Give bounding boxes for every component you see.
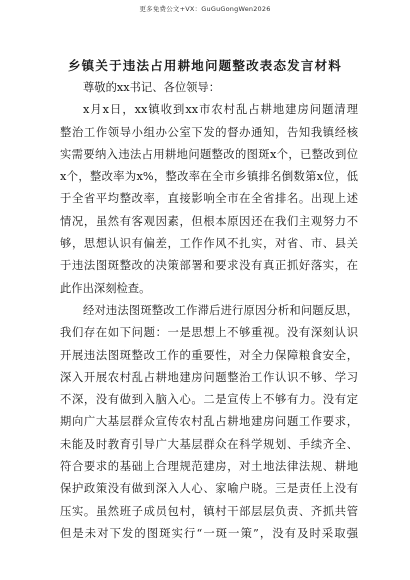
body-line: 尊敬的xx书记、各位领导： [83, 81, 221, 94]
body-line: 不深，没有做到入脑入心。二是宣传上不够有力。没有定 [60, 393, 358, 407]
document-body [60, 77, 358, 545]
body-line: 此作出深刻检查。 [60, 281, 151, 295]
body-line: 于全省平均整改率，直接影响全市在全省排名。出现上述 [60, 192, 358, 206]
body-line: 我们存在如下问题：一是思想上不够重视。没有深刻认识 [60, 326, 358, 340]
body-line: 实需要纳入违法占用耕地问题整改的图斑x个，已整改到位 [60, 147, 358, 161]
body-line: 开展违法图斑整改工作的重要性，对全力保障粮食安全， [60, 348, 358, 362]
body-line: 深入开展农村乱占耕地建房问题整治工作认识不够、学习 [60, 370, 358, 384]
body-line: 整治工作领导小组办公室下发的督办通知，告知我镇经核 [60, 125, 358, 139]
body-line: 够，思想认识有偏差，工作作风不扎实，对省、市、县关 [60, 237, 358, 251]
body-line: 但是未对下发的图斑实行“一斑一策”，没有及时采取强 [60, 526, 358, 540]
document-title: 乡镇关于违法占用耕地问题整改表态发言材料 [67, 58, 342, 73]
header-note: 更多免费公文+VX：GuGuGongWen2026 [139, 5, 271, 13]
body-line: x个，整改率为x%，整改率在全市乡镇排名倒数第x位，低 [60, 170, 358, 184]
body-line: 于违法图斑整改的决策部署和要求没有真正抓好落实，在 [60, 259, 358, 273]
body-line: 压实。虽然班子成员包村，镇村干部层层负责、齐抓共管 [60, 504, 358, 518]
body-line: x月x日，xx镇收到xx市农村乱占耕地建房问题清理 [83, 103, 358, 117]
body-line: 经对违法图斑整改工作滞后进行原因分析和问题反思， [83, 303, 358, 317]
body-line: 未能及时教育引导广大基层群众在科学规划、手续齐全、 [60, 437, 358, 451]
body-line: 情况，虽然有客观因素，但根本原因还在我们主观努力不 [60, 214, 358, 228]
body-line: 符合要求的基础上合理规范建房，对土地法律法规、耕地 [60, 460, 358, 474]
body-line: 保护政策没有做到深入人心、家喻户晓。三是责任上没有 [60, 482, 358, 496]
body-line: 期向广大基层群众宣传农村乱占耕地建房问题工作要求， [60, 415, 358, 429]
